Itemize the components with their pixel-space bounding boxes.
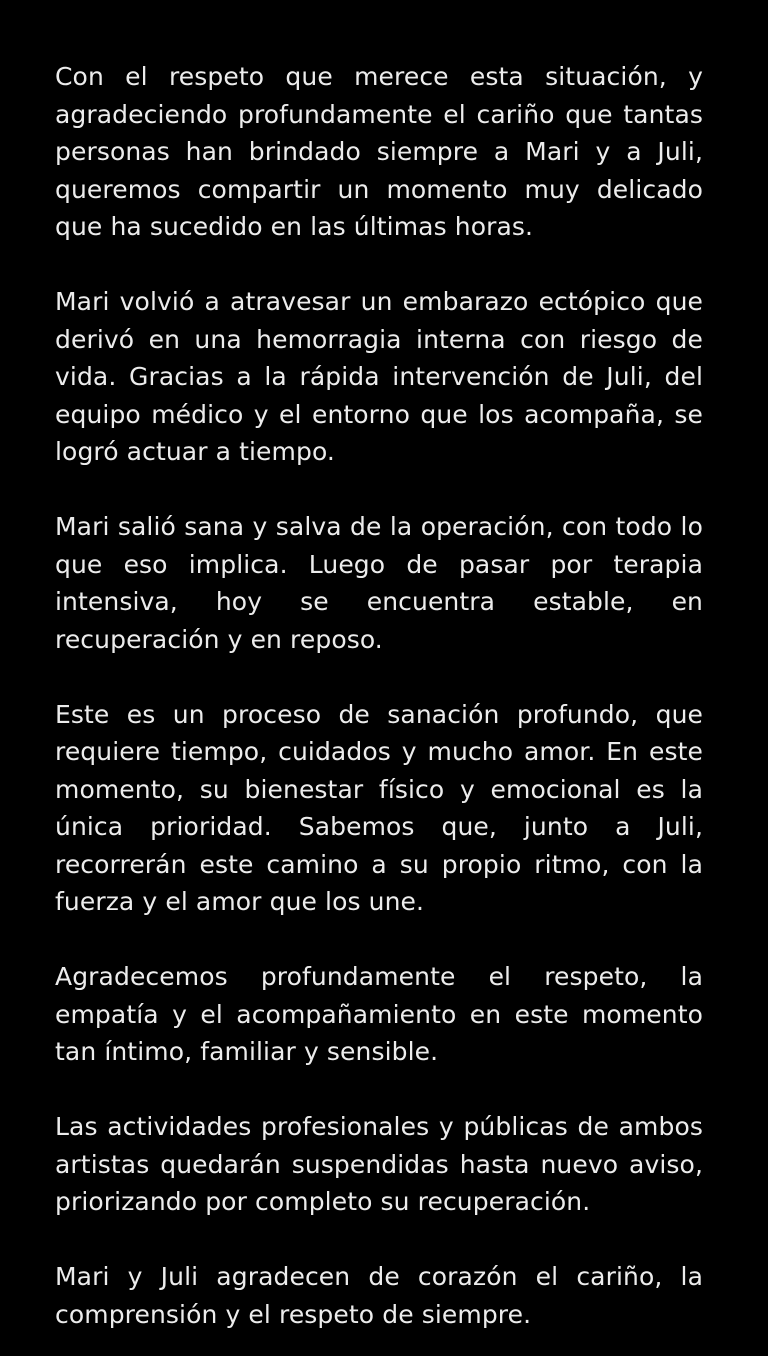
- paragraph-emergency: Mari volvió a atravesar un embarazo ectópico que derivó en una hemorragia interna con riesgo de vida. Gracias a la rápida intervención de Juli, del equipo médico y el entorno que los acompaña, se logró actuar a tiempo.: [55, 287, 703, 466]
- statement-text-block: [55, 58, 703, 1333]
- paragraph-surgery: Mari salió sana y salva de la operación, con todo lo que eso implica. Luego de pasar por terapia intensiva, hoy se encuentra estable, en recuperación y en reposo.: [55, 512, 703, 654]
- paragraph-closing-thanks: Mari y Juli agradecen de corazón el cariño, la comprensión y el respeto de siempre.: [55, 1262, 703, 1329]
- paragraph-healing: Este es un proceso de sanación profundo, que requiere tiempo, cuidados y mucho amor. En este momento, su bienestar físico y emocional es la única prioridad. Sabemos que, junto a Juli, recorrerán este camino a su propio ritmo, con la fuerza y el amor que los une.: [55, 699, 703, 916]
- paragraph-activities-suspended: Las actividades profesionales y públicas de ambos artistas quedarán suspendidas hasta nuevo aviso, priorizando por completo su recuperación.: [55, 1112, 703, 1216]
- paragraph-gratitude: Agradecemos profundamente el respeto, la empatía y el acompañamiento en este momento tan íntimo, familiar y sensible.: [55, 962, 703, 1066]
- paragraph-situation: Con el respeto que merece esta situación, y agradeciendo profundamente el cariño que tantas personas han brindado siempre a Mari y a Juli, queremos compartir un momento muy delicado que ha sucedido en las últimas horas.: [55, 62, 703, 241]
